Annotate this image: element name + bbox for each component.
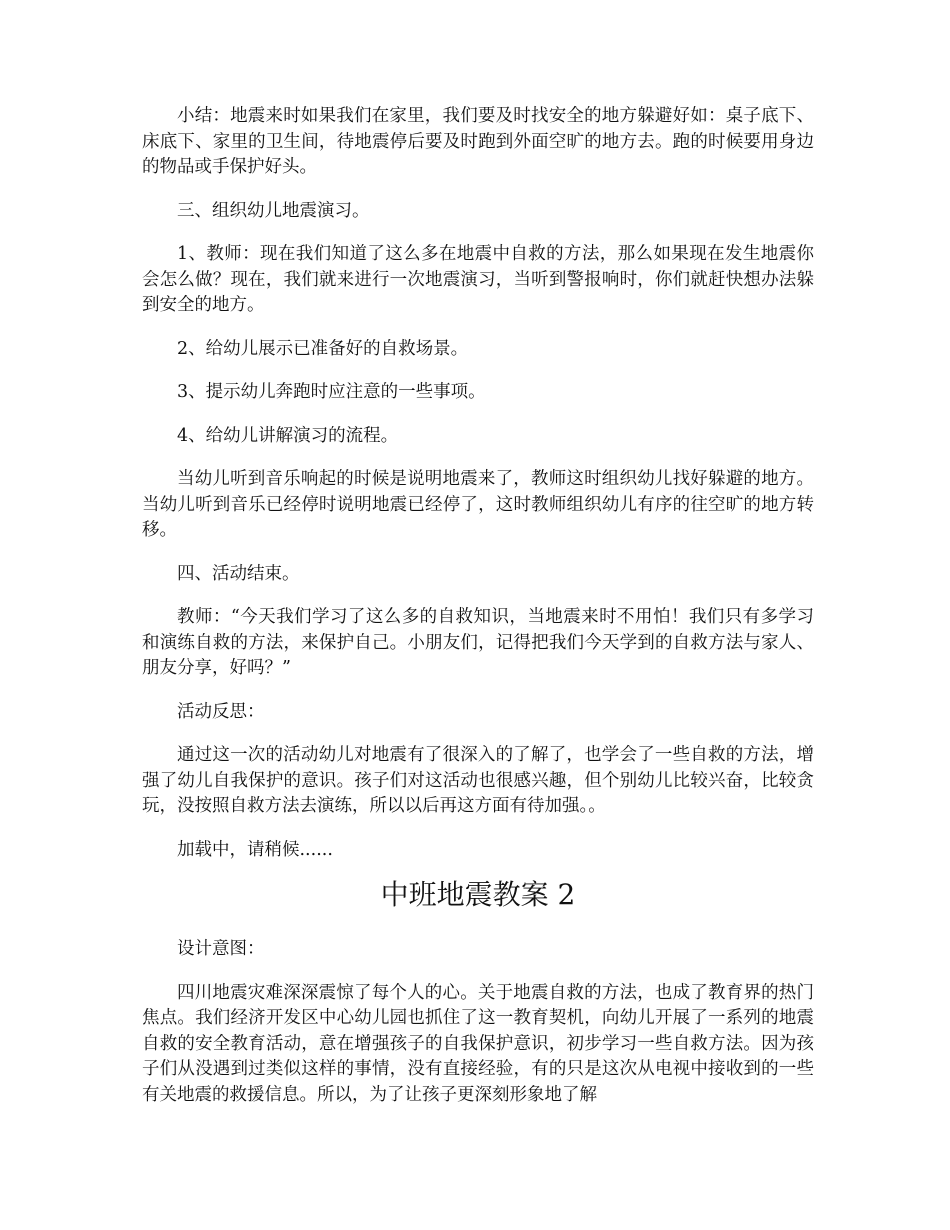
drill-step-1-paragraph: 1、教师：现在我们知道了这么多在地震中自救的方法，那么如果现在发生地震你会怎么做？现在，我们就来进行一次地震演习，当听到警报响时，你们就赶快想办法躲到安全的地方。 xyxy=(142,244,814,315)
section-heading-activity-end: 四、活动结束。 xyxy=(177,563,300,584)
drill-process-paragraph: 当幼儿听到音乐响起的时候是说明地震来了，教师这时组织幼儿找好躲避的地方。当幼儿听到音乐已经停时说明地震已经停了，这时教师组织幼儿有序的往空旷的地方转移。 xyxy=(142,469,814,540)
design-intent-paragraph: 四川地震灾难深深震惊了每个人的心。关于地震自救的方法，也成了教育界的热门焦点。我们经济开发区中心幼儿园也抓住了这一教育契机，向幼儿开展了一系列的地震自救的安全教育活动，意在增强孩子的自我保护意识，初步学习一些自救方法。因为孩子们从没遇到过类似这样的事情，没有直接经验，有的只是这次从电视中接收到的一些有关地震的救援信息。所以，为了让孩子更深刻形象地了解 xyxy=(142,982,814,1105)
drill-step-4-paragraph: 4、给幼儿讲解演习的流程。 xyxy=(177,425,399,446)
drill-step-3-paragraph: 3、提示幼儿奔跑时应注意的一些事项。 xyxy=(177,382,486,402)
reflection-paragraph: 通过这一次的活动幼儿对地震有了很深入的了解了，也学会了一些自救的方法，增强了幼儿自我保护的意识。孩子们对这活动也很感兴趣，但个别幼儿比较兴奋，比较贪玩，没按照自救方法去演练，所以以后再这方面有待加强。。 xyxy=(142,745,814,816)
drill-step-2-paragraph: 2、给幼儿展示已准备好的自救场景。 xyxy=(177,338,469,359)
design-intent-heading: 设计意图： xyxy=(177,939,265,959)
section-heading-earthquake-drill: 三、组织幼儿地震演习。 xyxy=(177,200,370,221)
reflection-heading: 活动反思： xyxy=(177,701,265,722)
section-title: 中班地震教案 2 xyxy=(380,878,576,911)
teacher-quote-paragraph: 教师：“今天我们学习了这么多的自救知识，当地震来时不用怕！我们只有多学习和演练自救的方法，来保护自己。小朋友们，记得把我们今天学到的自救方法与家人、朋友分享，好吗？” xyxy=(142,607,814,678)
loading-text: 加载中，请稍候...... xyxy=(177,839,333,860)
summary-paragraph: 小结：地震来时如果我们在家里，我们要及时找安全的地方躲避好如：桌子底下、床底下、家里的卫生间，待地震停后要及时跑到外面空旷的地方去。跑的时候要用身边的物品或手保护好头。 xyxy=(142,106,814,177)
document-body xyxy=(142,104,814,1126)
